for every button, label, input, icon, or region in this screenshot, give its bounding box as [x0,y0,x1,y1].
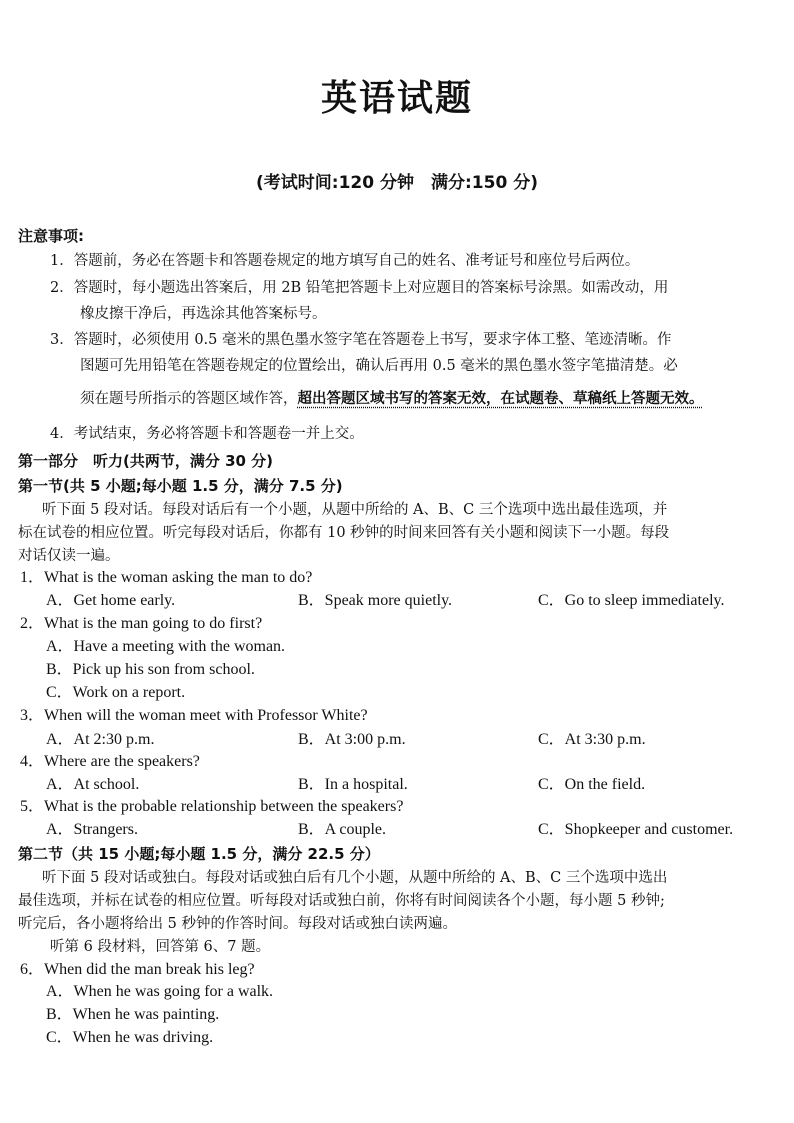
part1-heading: 第一部分 听力(共两节，满分 30 分) [18,452,274,470]
question-5-option-a: A．Strangers. [46,821,138,838]
notice-item-3-cont: 图题可先用铅笔在答题卷规定的位置绘出，确认后再用 0.5 毫米的黑色墨水签字笔描清楚。必 [80,358,678,374]
question-3: 3．When will the woman meet with Professor White? [20,707,368,724]
notice-item-3-emphasis: 超出答题区域书写的答案无效，在试题卷、草稿纸上答题无效。 [297,391,704,407]
section1-instruction-3: 对话仅读一遍。 [18,548,120,564]
section2-heading: 第二节（共 15 小题;每小题 1.5 分，满分 22.5 分） [18,845,380,863]
question-6-option-a: A．When he was going for a walk. [46,983,274,1000]
question-3-option-b: B．At 3:00 p.m. [298,731,406,748]
notice-item-2: 2．答题时，每小题选出答案后，用 2B 铅笔把答题卡上对应题目的答案标号涂黑。如需改动，用 [50,280,669,296]
section1-instruction-1: 听下面 5 段对话。每段对话后有一个小题，从题中所给的 A、B、C 三个选项中选出最佳选项，并 [42,502,668,518]
notice-item-3-cont2 [80,389,704,409]
notice-item-4: 4．考试结束，务必将答题卡和答题卷一并上交。 [50,426,364,442]
question-1: 1．What is the woman asking the man to do? [20,569,313,586]
question-3-option-a: A．At 2:30 p.m. [46,731,155,748]
question-1-option-a: A．Get home early. [46,592,176,609]
question-5: 5．What is the probable relationship between the speakers? [20,798,404,815]
question-3-option-c: C．At 3:30 p.m. [538,731,646,748]
section2-instruction-2: 最佳选项，并标在试卷的相应位置。听每段对话或独白前，你将有时间阅读各个小题，每小题 5 秒钟; [18,893,665,909]
notice-heading: 注意事项: [18,227,84,245]
question-4-option-c: C．On the field. [538,776,646,793]
notice-item-3-text: 须在题号所指示的答题区域作答， [80,391,298,407]
section1-instruction-2: 标在试卷的相应位置。听完每段对话后，你都有 10 秒钟的时间来回答有关小题和阅读下一小题。每段 [18,525,670,541]
question-6: 6．When did the man break his leg? [20,961,255,978]
material-6-note: 听第 6 段材料，回答第 6、7 题。 [50,939,271,955]
question-6-option-c: C．When he was driving. [46,1029,214,1046]
question-5-option-c: C．Shopkeeper and customer. [538,821,734,838]
notice-item-2-cont: 橡皮擦干净后，再选涂其他答案标号。 [80,306,327,322]
section2-instruction-3: 听完后，各小题将给出 5 秒钟的作答时间。每段对话或独白读两遍。 [18,916,457,932]
question-1-option-b: B．Speak more quietly. [298,592,453,609]
question-2-option-a: A．Have a meeting with the woman. [46,638,286,655]
question-1-option-c: C．Go to sleep immediately. [538,592,725,609]
question-2-option-b: B．Pick up his son from school. [46,661,255,678]
question-5-option-b: B．A couple. [298,821,386,838]
notice-item-1: 1．答题前，务必在答题卡和答题卷规定的地方填写自己的姓名、准考证号和座位号后两位。 [50,253,640,269]
notice-item-3: 3．答题时，必须使用 0.5 毫米的黑色墨水签字笔在答题卷上书写，要求字体工整、笔迹清晰。作 [50,332,672,348]
question-4: 4．Where are the speakers? [20,753,200,770]
page-title: 英语试题 [320,77,473,119]
question-2-option-c: C．Work on a report. [46,684,186,701]
question-2: 2．What is the man going to do first? [20,615,263,632]
question-4-option-a: A．At school. [46,776,140,793]
section1-heading: 第一节(共 5 小题;每小题 1.5 分，满分 7.5 分) [18,477,343,495]
question-4-option-b: B．In a hospital. [298,776,408,793]
exam-duration-score: (考试时间:120 分钟 满分:150 分) [256,173,538,193]
section2-instruction-1: 听下面 5 段对话或独白。每段对话或独白后有几个小题，从题中所给的 A、B、C 三个选项中选出 [42,870,668,886]
question-6-option-b: B．When he was painting. [46,1006,220,1023]
